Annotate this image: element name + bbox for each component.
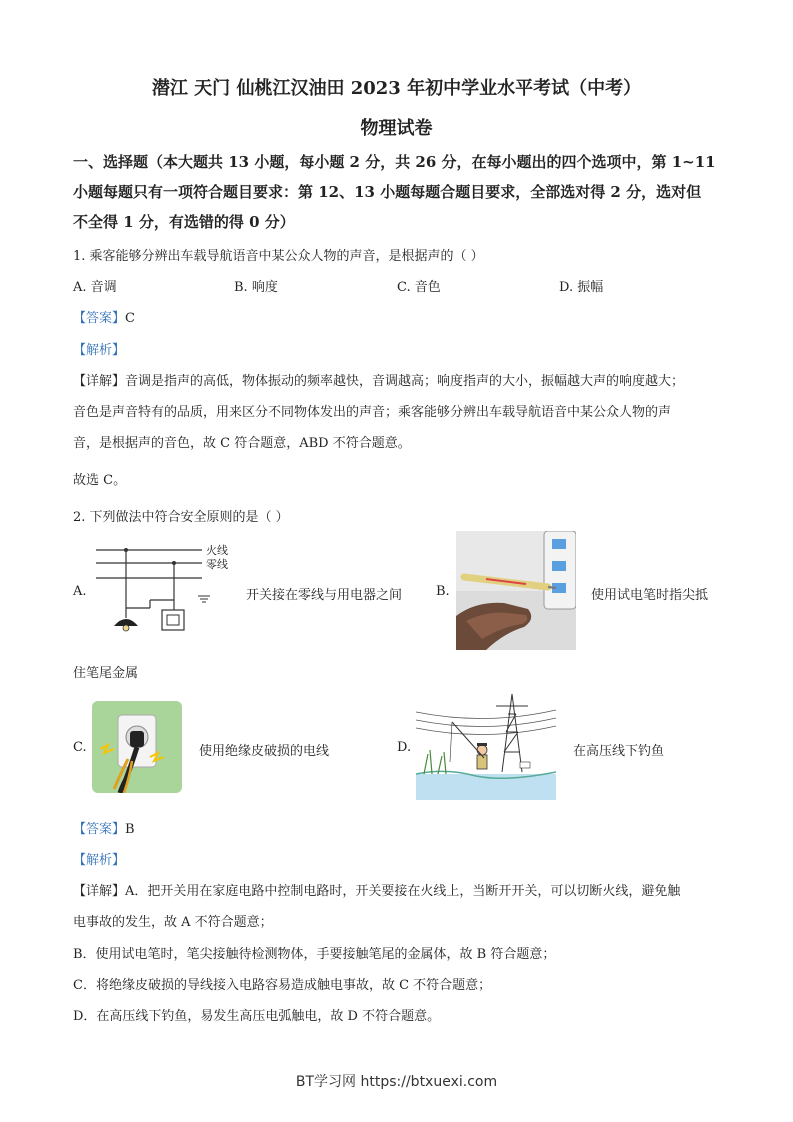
q2-detail-line: 电事故的发生，故 A 不符合题意； bbox=[73, 915, 273, 930]
q2-analysis bbox=[73, 849, 125, 868]
section-heading-line: 不全得 1 分，有选错的得 0 分） bbox=[73, 213, 295, 231]
answer-label: 【答案】 bbox=[73, 311, 126, 326]
question-1-stem: 1. 乘客能够分辨出车载导航语音中某公众人物的声音，是根据声的（ ） bbox=[73, 249, 484, 264]
q2-option-a-letter: A. bbox=[73, 584, 87, 599]
answer-value: C bbox=[125, 311, 135, 326]
power-line-fishing-illustration bbox=[416, 692, 556, 800]
q1-option-b: B. 响度 bbox=[234, 280, 278, 295]
q1-analysis bbox=[73, 339, 125, 358]
q2-answer bbox=[73, 818, 135, 837]
answer-label: 【答案】 bbox=[73, 822, 126, 837]
q2-option-b-text: 使用试电笔时指尖抵 bbox=[591, 588, 709, 603]
q2-detail-line: B．使用试电笔时，笔尖接触待检测物体，手要接触笔尾的金属体，故 B 符合题意； bbox=[73, 947, 556, 962]
paper-subtitle: 物理试卷 bbox=[360, 118, 433, 139]
neutral-wire-label: 零线 bbox=[206, 558, 228, 571]
analysis-label: 【解析】 bbox=[73, 853, 126, 868]
question-2-stem: 2. 下列做法中符合安全原则的是（ ） bbox=[73, 510, 289, 525]
answer-value: B bbox=[125, 822, 135, 837]
section-heading bbox=[73, 147, 723, 237]
q1-conclusion: 故选 C。 bbox=[73, 473, 127, 488]
section-heading-line: 小题每题只有一项符合题目要求：第 12、13 小题每题合题目要求，全部选对得 2 分，选对但 bbox=[73, 183, 702, 201]
q2-detail-line: 【详解】A．把开关用在家庭电路中控制电路时，开关要接在火线上，当断开开关，可以切断火线，避免触 bbox=[73, 884, 681, 899]
q2-option-b-letter: B. bbox=[436, 584, 450, 599]
exam-title: 潜江 天门 仙桃江汉油田 2023 年初中学业水平考试（中考） bbox=[151, 78, 642, 99]
q1-option-c: C. 音色 bbox=[397, 280, 441, 295]
q2-detail-line: C．将绝缘皮破损的导线接入电路容易造成触电事故，故 C 不符合题意； bbox=[73, 978, 492, 993]
q1-option-d: D. 振幅 bbox=[559, 280, 604, 295]
q2-option-c-letter: C. bbox=[73, 740, 87, 755]
q1-detail-line: 音色是声音特有的品质，用来区分不同物体发出的声音；乘客能够分辨出车载导航语音中某公众人物的声 bbox=[73, 405, 672, 420]
damaged-wire-photo bbox=[92, 701, 182, 793]
q2-option-d-letter: D. bbox=[397, 740, 412, 755]
q1-answer bbox=[73, 307, 135, 326]
q1-option-a: A. 音调 bbox=[73, 280, 117, 295]
q2-option-a-text: 开关接在零线与用电器之间 bbox=[246, 588, 403, 603]
live-wire-label: 火线 bbox=[206, 544, 228, 557]
q2-option-b-text-cont: 住笔尾金属 bbox=[73, 666, 139, 681]
q2-option-d-text: 在高压线下钓鱼 bbox=[573, 744, 665, 759]
q1-detail-line: 音，是根据声的音色，故 C 符合题意，ABD 不符合题意。 bbox=[73, 436, 411, 451]
q2-option-c-text: 使用绝缘皮破损的电线 bbox=[199, 744, 330, 759]
q1-detail-line: 【详解】音调是指声的高低，物体振动的频率越快，音调越高；响度指声的大小，振幅越大声的响度越大； bbox=[73, 374, 685, 389]
q2-detail-line: D．在高压线下钓鱼，易发生高压电弧触电，故 D 不符合题意。 bbox=[73, 1009, 441, 1024]
analysis-label: 【解析】 bbox=[73, 343, 126, 358]
test-pen-photo bbox=[456, 531, 576, 650]
footer-watermark: BT学习网 https://btxuexi.com bbox=[295, 1074, 498, 1090]
section-heading-line: 一、选择题（本大题共 13 小题，每小题 2 分，共 26 分，在每小题出的四个选项中，第 1~11 bbox=[73, 153, 716, 171]
